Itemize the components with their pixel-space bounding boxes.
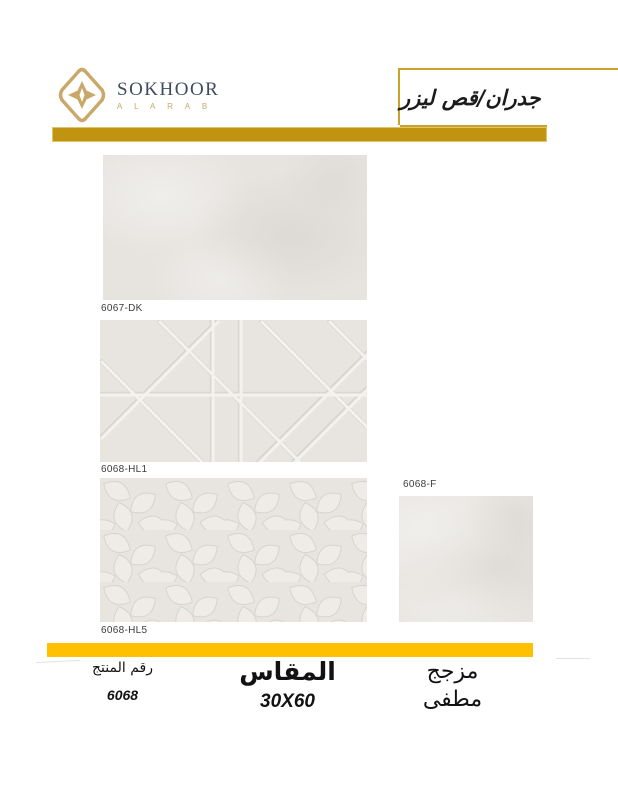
tile-code-label: 6068-HL5 [101,625,148,636]
category-box [398,68,618,125]
spec-col-product-number [60,658,185,703]
tile-image-6068-HL5 [100,478,367,622]
size-label: المقاس [239,657,336,686]
tile-image-6067-DK [103,155,367,300]
brand-logo [57,64,220,126]
spec-table [40,658,580,728]
size-value: 30X60 [260,690,315,712]
tile-code-label: 6068-F [403,479,437,490]
brand-subname: A L A R A B [117,101,213,111]
tile-code-label: 6068-HL1 [101,464,148,475]
product-number-value: 6068 [106,687,139,703]
product-number-label: رقم المنتج [92,660,153,676]
finish-value: مطفى [422,686,483,712]
spec-col-size [225,658,350,713]
brand-name: SOKHOOR [117,78,220,100]
line-pattern-graphic [100,320,367,462]
diamond-ornament-icon [57,66,107,124]
leaf-pattern-graphic [100,478,367,622]
tile-image-6068-F [399,496,533,622]
gold-bar-top [52,127,547,142]
finish-label: مزجج [426,659,479,684]
tile-image-6068-HL1 [100,320,367,462]
spec-col-finish [390,658,515,713]
tile-code-label: 6067-DK [101,303,143,314]
category-title: جدران/قص ليزر [400,85,541,110]
gold-bar-bottom [47,643,533,657]
